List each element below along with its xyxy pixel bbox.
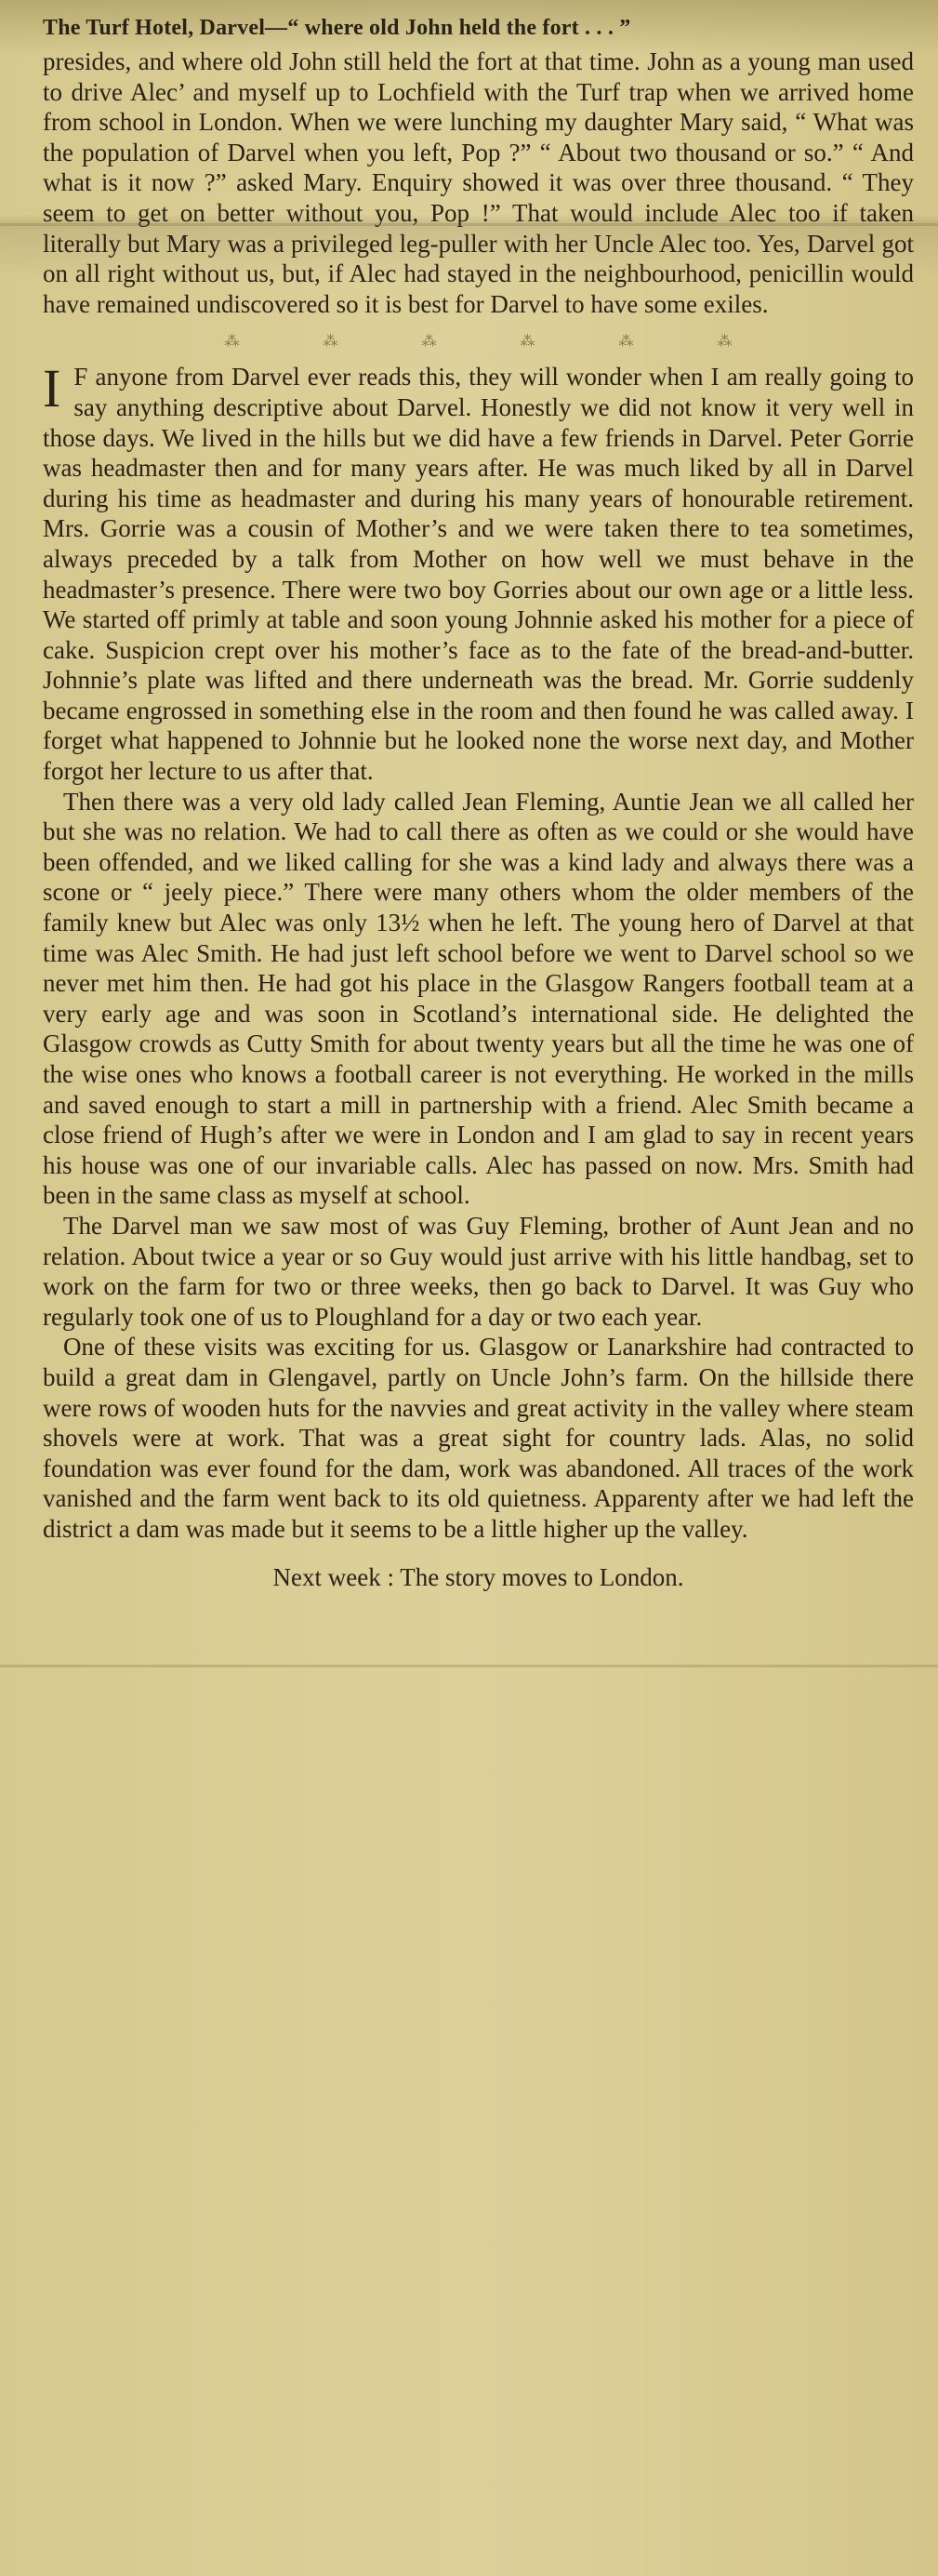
- separator-ornament: ⁂: [421, 334, 437, 351]
- first-paragraph: [43, 358, 914, 786]
- body-paragraph: The Darvel man we saw most of was Guy Fleming, brother of Aunt Jean and no relation. About twice a year or so Guy would just arrive with his little handbag, set to work on the farm for two or three weeks, then go back to Darvel. It was Guy who regularly took one of us to Ploughland for a day or two each year.: [43, 1211, 914, 1331]
- article-column: [43, 46, 914, 1593]
- separator-ornament: ⁂: [717, 334, 733, 351]
- photo-caption: The Turf Hotel, Darvel—“ where old John held the fort . . . ”: [43, 16, 631, 40]
- first-paragraph-text: F anyone from Darvel ever reads this, they will wonder when I am really going to say anything descriptive about Darvel. Honestly we did not know it very well in those days. We lived in the hills but we did have a few friends in Darvel. Peter Gorrie was headmaster then and for many years after. He was much liked by all in Darvel during his time as headmaster and during his many years of honourable retirement. Mrs. Gorrie was a cousin of Mother’s and we were taken there to tea sometimes, always preceded by a talk from Mother on how well we must behave in the headmaster’s presence. There were two boy Gorries about our own age or a little less. We started off primly at table and soon young Johnnie asked his mother for a piece of cake. Suspicion crept over his mother’s face as to the fate of the bread-and-butter. Johnnie’s plate was lifted and there underneath was the bread. Mr. Gorrie suddenly became engrossed in something else in the room and then found he was called away. I forget what happened to Johnnie but he looked none the worse next day, and Mother forgot her lecture to us after that.: [43, 363, 914, 786]
- intro-paragraph: presides, and where old John still held the fort at that time. John as a young man used to drive Alec’ and myself up to Lochfield with the Turf trap when we arrived home from school in London. When we were lunching my daughter Mary said, “ What was the population of Darvel when you left, Pop ?” “ About two thousand or so.” “ And what is it now ?” asked Mary. Enquiry showed it was over three thousand. “ They seem to get on better without you, Pop !” That would include Alec too if taken literally but Mary was a privileged leg-puller with her Uncle Alec too. Yes, Darvel got on all right without us, but, if Alec had stayed in the neighbourhood, penicillin would have remained undiscovered so it is best for Darvel to have some exiles.: [43, 47, 914, 318]
- separator-ornament: ⁂: [618, 334, 634, 351]
- separator-ornament: ⁂: [323, 334, 338, 351]
- drop-cap: I: [43, 358, 61, 419]
- section-separator: [43, 326, 914, 358]
- body-paragraph: Then there was a very old lady called Jean Fleming, Auntie Jean we all called her but she was no relation. We had to call there as often as we could or she would have been offended, and we liked calling for she was a kind lady and always there was a scone or “ jeely piece.” There were many others whom the older members of the family knew but Alec was only 13½ when he left. The young hero of Darvel at that time was Alec Smith. He had just left school before we went to Darvel school so we never met him then. He had got his place in the Glasgow Rangers football team at a very early age and was soon in Scotland’s international side. He delighted the Glasgow crowds as Cutty Smith for about twenty years but all the time he was one of the wise ones who knows a football career is not everything. He worked in the mills and saved enough to start a mill in partnership with a friend. Alec Smith became a close friend of Hugh’s after we were in London and I am glad to say in recent years his house was one of our invariable calls. Alec has passed on now. Mrs. Smith had been in the same class as myself at school.: [43, 787, 914, 1210]
- separator-ornament: ⁂: [520, 334, 535, 351]
- paper-crease: [0, 223, 938, 226]
- separator-ornament: ⁂: [224, 334, 240, 351]
- paper-crease: [0, 1665, 938, 1667]
- body-paragraph: One of these visits was exciting for us. Glasgow or Lanarkshire had contracted to build a great dam in Glengavel, partly on Uncle John’s farm. On the hillside there were rows of wooden huts for the navvies and great activity in the valley where steam shovels were at work. That was a great sight for country lads. Alas, no solid foundation was ever found for the dam, work was abandoned. All traces of the work vanished and the farm went back to its old quietness. Apparenty after we had left the district a dam was made but it seems to be a little higher up the valley.: [43, 1333, 914, 1543]
- next-week-teaser: Next week : The story moves to London.: [272, 1562, 684, 1591]
